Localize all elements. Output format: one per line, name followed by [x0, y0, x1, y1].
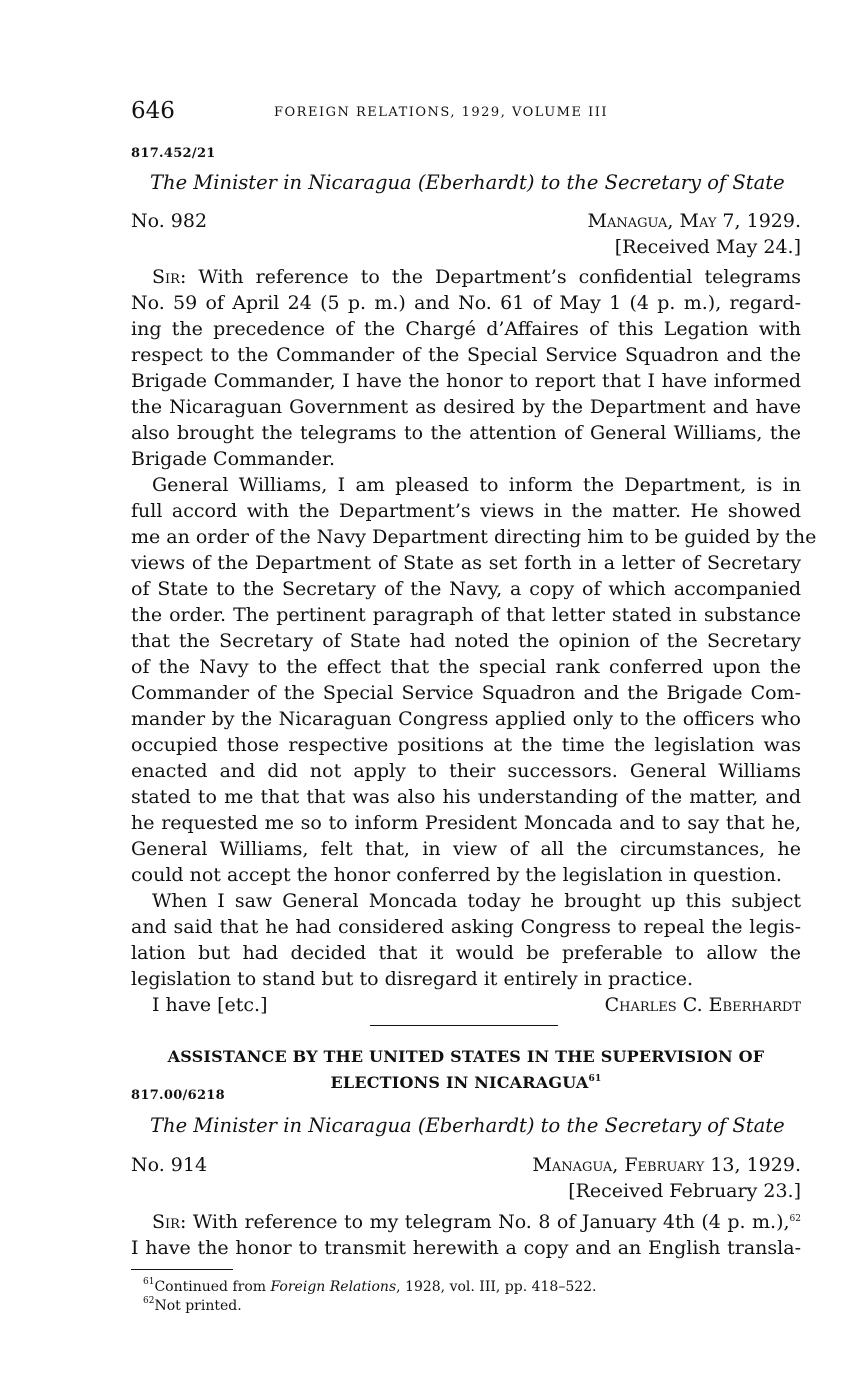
body-line: No. 59 of April 24 (5 p. m.) and No. 61 of May 1 (4 p. m.), regard-	[131, 292, 801, 314]
signature: Charles C. Eberhardt	[604, 994, 801, 1016]
closing: I have [etc.]	[152, 994, 268, 1016]
body-line: I have the honor to transmit herewith a copy and an English transla-	[131, 1237, 801, 1259]
body-line: lation but had decided that it would be preferable to allow the	[131, 942, 801, 964]
body-line: the order. The pertinent paragraph of that letter stated in substance	[131, 604, 801, 626]
document-number: No. 914	[131, 1154, 208, 1176]
body-line: stated to me that that was also his understanding of the matter, and	[131, 786, 801, 808]
received-date: [Received May 24.]	[614, 236, 801, 258]
body-line: Sir: With reference to the Department’s confidential telegrams	[152, 266, 801, 288]
body-line: mander by the Nicaraguan Congress applied only to the officers who	[131, 708, 801, 730]
body-line: ing the precedence of the Chargé d’Affaires of this Legation with	[131, 318, 801, 340]
footnote-ref: 61	[588, 1074, 602, 1084]
place-date: Managua, May 7, 1929.	[587, 210, 801, 232]
body-line: Brigade Commander, I have the honor to report that I have informed	[131, 370, 801, 392]
body-line: full accord with the Department’s views in the matter. He showed	[131, 500, 801, 522]
body-line: me an order of the Navy Department directing him to be guided by the	[131, 526, 817, 548]
body-line: enacted and did not apply to their successors. General Williams	[131, 760, 801, 782]
body-line: he requested me so to inform President Moncada and to say that he,	[131, 812, 801, 834]
body-line: and said that he had considered asking Congress to repeal the legis-	[131, 916, 801, 938]
body-line: Commander of the Special Service Squadron and the Brigade Com-	[131, 682, 801, 704]
footnote-ref: 62	[789, 1214, 801, 1224]
body-line: legislation to stand but to disregard it entirely in practice.	[131, 968, 694, 990]
body-line: When I saw General Moncada today he brought up this subject	[152, 890, 801, 912]
page-number: 646	[131, 98, 175, 124]
document-heading: The Minister in Nicaragua (Eberhardt) to the Secretary of State	[150, 171, 785, 194]
file-number: 817.00/6218	[131, 1088, 225, 1103]
running-title: FOREIGN RELATIONS, 1929, VOLUME III	[274, 105, 608, 120]
page-header	[131, 98, 671, 128]
body-line: the Nicaraguan Government as desired by the Department and have	[131, 396, 801, 418]
body-line: of the Navy to the effect that the special rank conferred upon the	[131, 656, 801, 678]
document-heading: The Minister in Nicaragua (Eberhardt) to the Secretary of State	[150, 1114, 785, 1137]
footnote: $^{62}$Not printed.	[143, 1296, 242, 1314]
document-number: No. 982	[131, 210, 208, 232]
body-line: respect to the Commander of the Special Service Squadron and the	[131, 344, 801, 366]
footnote: $^{61}$Continued from Foreign Relations, 1928, vol. III, pp. 418–522.	[143, 1277, 597, 1295]
body-line: General Williams, I am pleased to inform the Department, is in	[152, 474, 801, 496]
body-line: occupied those respective positions at the time the legislation was	[131, 734, 801, 756]
received-date: [Received February 23.]	[568, 1180, 801, 1202]
body-line: could not accept the honor conferred by the legislation in question.	[131, 864, 782, 886]
body-line: of State to the Secretary of the Navy, a copy of which accompanied	[131, 578, 801, 600]
body-line: views of the Department of State as set forth in a letter of Secretary	[131, 552, 801, 574]
footnote-divider	[131, 1269, 233, 1270]
body-line: Sir: With reference to my telegram No. 8 of January 4th (4 p. m.),$^{62}$	[152, 1211, 801, 1233]
place-date: Managua, February 13, 1929.	[532, 1154, 801, 1176]
salutation: Sir	[152, 266, 180, 288]
body-line: General Williams, felt that, in view of all the circumstances, he	[131, 838, 801, 860]
file-number: 817.452/21	[131, 146, 216, 161]
body-line: also brought the telegrams to the attention of General Williams, the	[131, 422, 801, 444]
body-line: that the Secretary of State had noted the opinion of the Secretary	[131, 630, 801, 652]
salutation: Sir	[152, 1211, 180, 1233]
section-divider	[370, 1025, 558, 1026]
body-line: Brigade Commander.	[131, 448, 336, 470]
section-title: ASSISTANCE BY THE UNITED STATES IN THE SUPERVISION OF ELECTIONS IN NICARAGUA$^{61}$	[167, 1047, 765, 1092]
